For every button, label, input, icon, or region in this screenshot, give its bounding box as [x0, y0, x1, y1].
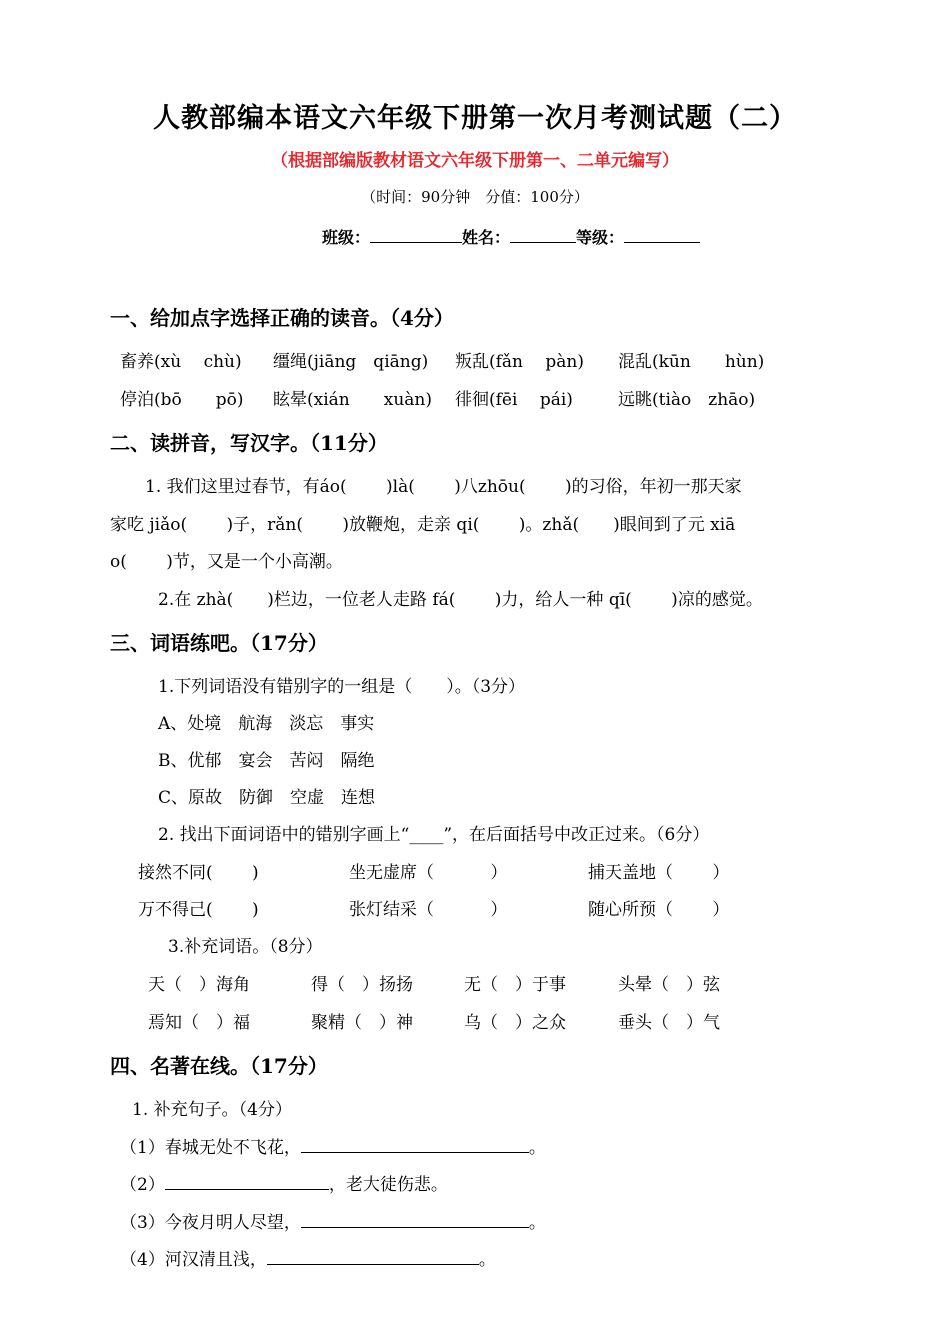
paragraph-line: 家吃 jiǎo( )子，rǎn( )放鞭炮，走亲 qi( )。zhǎ( )眼间到了元 xiā	[110, 515, 736, 535]
idiom-item: 头晕（ ）弦	[618, 975, 720, 995]
idiom-item: 得（ ）扬扬	[311, 975, 413, 995]
idiom-item: 乌（ ）之众	[464, 1013, 566, 1033]
section-1-row	[120, 385, 755, 410]
grade-label: 等级：	[576, 228, 625, 247]
paragraph-line: o( )节，又是一个小高潮。	[110, 552, 343, 572]
grade-blank[interactable]	[624, 226, 700, 243]
answer-blank[interactable]	[301, 1136, 529, 1153]
option-b: B、优郁 宴会 苦闷 隔绝	[158, 751, 375, 771]
section-2-heading: 二、读拼音，写汉字。（11分）	[110, 431, 388, 455]
item-number: （2）	[120, 1175, 165, 1195]
pinyin-choice: 混乱(kūn hùn)	[618, 352, 765, 372]
idiom-item: 无（ ）于事	[464, 975, 566, 995]
class-label: 班级：	[322, 228, 371, 247]
idiom-item: 焉知（ ）福	[148, 1013, 250, 1033]
fill-sentence	[120, 1245, 496, 1270]
fill-sentence	[120, 1170, 448, 1195]
item-number: （3）	[120, 1213, 165, 1233]
fill-sentence	[120, 1208, 546, 1233]
sentence-after: 。	[528, 1138, 546, 1158]
paragraph-line: 2.在 zhà( )栏边，一位老人走路 fá( )力，给人一种 qī( )凉的感觉。	[158, 590, 763, 610]
question-text: 1. 补充句子。（4分）	[132, 1100, 292, 1120]
correction-row	[138, 895, 729, 920]
question-text: 3.补充词语。（8分）	[168, 937, 323, 957]
name-blank[interactable]	[510, 226, 576, 243]
sentence-before: 河汉清且浅，	[164, 1250, 267, 1270]
correction-item: 万不得己( )	[138, 900, 259, 920]
pinyin-choice: 眩晕(xián xuàn)	[273, 390, 432, 410]
item-number: （4）	[120, 1250, 165, 1270]
correction-item: 随心所预（ ）	[588, 900, 730, 920]
sentence-before: 春城无处不飞花，	[164, 1138, 301, 1158]
class-blank[interactable]	[370, 226, 462, 243]
page-title: 人教部编本语文六年级下册第一次月考测试题（二）	[153, 103, 797, 134]
pinyin-choice: 停泊(bō pō)	[120, 390, 244, 410]
sentence-before: 今夜月明人尽望，	[164, 1213, 301, 1233]
section-1-heading: 一、给加点字选择正确的读音。（4分）	[110, 306, 454, 330]
answer-blank[interactable]	[267, 1248, 479, 1265]
name-label: 姓名：	[462, 228, 511, 247]
item-number: （1）	[120, 1138, 165, 1158]
option-c: C、原故 防御 空虚 连想	[158, 788, 376, 808]
idiom-row	[148, 1008, 720, 1033]
question-text: 2. 找出下面词语中的错别字画上“____”，在后面括号中改正过来。（6分）	[158, 825, 710, 845]
pinyin-choice: 缰绳(jiāng qiāng)	[273, 352, 429, 372]
idiom-item: 天（ ）海角	[148, 975, 250, 995]
option-a: A、处境 航海 淡忘 事实	[158, 714, 375, 734]
sentence-after: 。	[478, 1250, 496, 1270]
sentence-after: 。	[528, 1213, 546, 1233]
section-3-heading: 三、词语练吧。（17分）	[110, 631, 328, 655]
pinyin-choice: 畜养(xù chù)	[120, 352, 242, 372]
pinyin-choice: 徘徊(fēi pái)	[455, 390, 573, 410]
correction-item: 坐无虚席（ ）	[349, 863, 508, 883]
question-text: 1.下列词语没有错别字的一组是（ ）。（3分）	[158, 677, 526, 697]
pinyin-choice: 叛乱(fǎn pàn)	[455, 352, 585, 372]
correction-item: 接然不同( )	[138, 863, 259, 883]
pinyin-choice: 远眺(tiào zhāo)	[618, 390, 756, 410]
student-info-fields	[322, 225, 700, 248]
sentence-after: ，老大徒伤悲。	[328, 1175, 448, 1195]
idiom-item: 聚精（ ）神	[311, 1013, 413, 1033]
section-4-heading: 四、名著在线。（17分）	[110, 1054, 328, 1078]
time-score-info: （时间：90分钟 分值：100分）	[361, 188, 589, 206]
paragraph-line: 1. 我们这里过春节，有áo( )là( )八zhōu( )的习俗，年初一那天家	[145, 477, 742, 497]
idiom-row	[148, 970, 720, 995]
answer-blank[interactable]	[165, 1173, 329, 1190]
page-subtitle: （根据部编版教材语文六年级下册第一、二单元编写）	[271, 151, 679, 171]
correction-row	[138, 858, 729, 883]
correction-item: 捕天盖地（ ）	[588, 863, 730, 883]
idiom-item: 垂头（ ）气	[618, 1013, 720, 1033]
section-1-row	[120, 347, 764, 372]
correction-item: 张灯结采（ ）	[349, 900, 508, 920]
answer-blank[interactable]	[301, 1211, 529, 1228]
fill-sentence	[120, 1133, 546, 1158]
